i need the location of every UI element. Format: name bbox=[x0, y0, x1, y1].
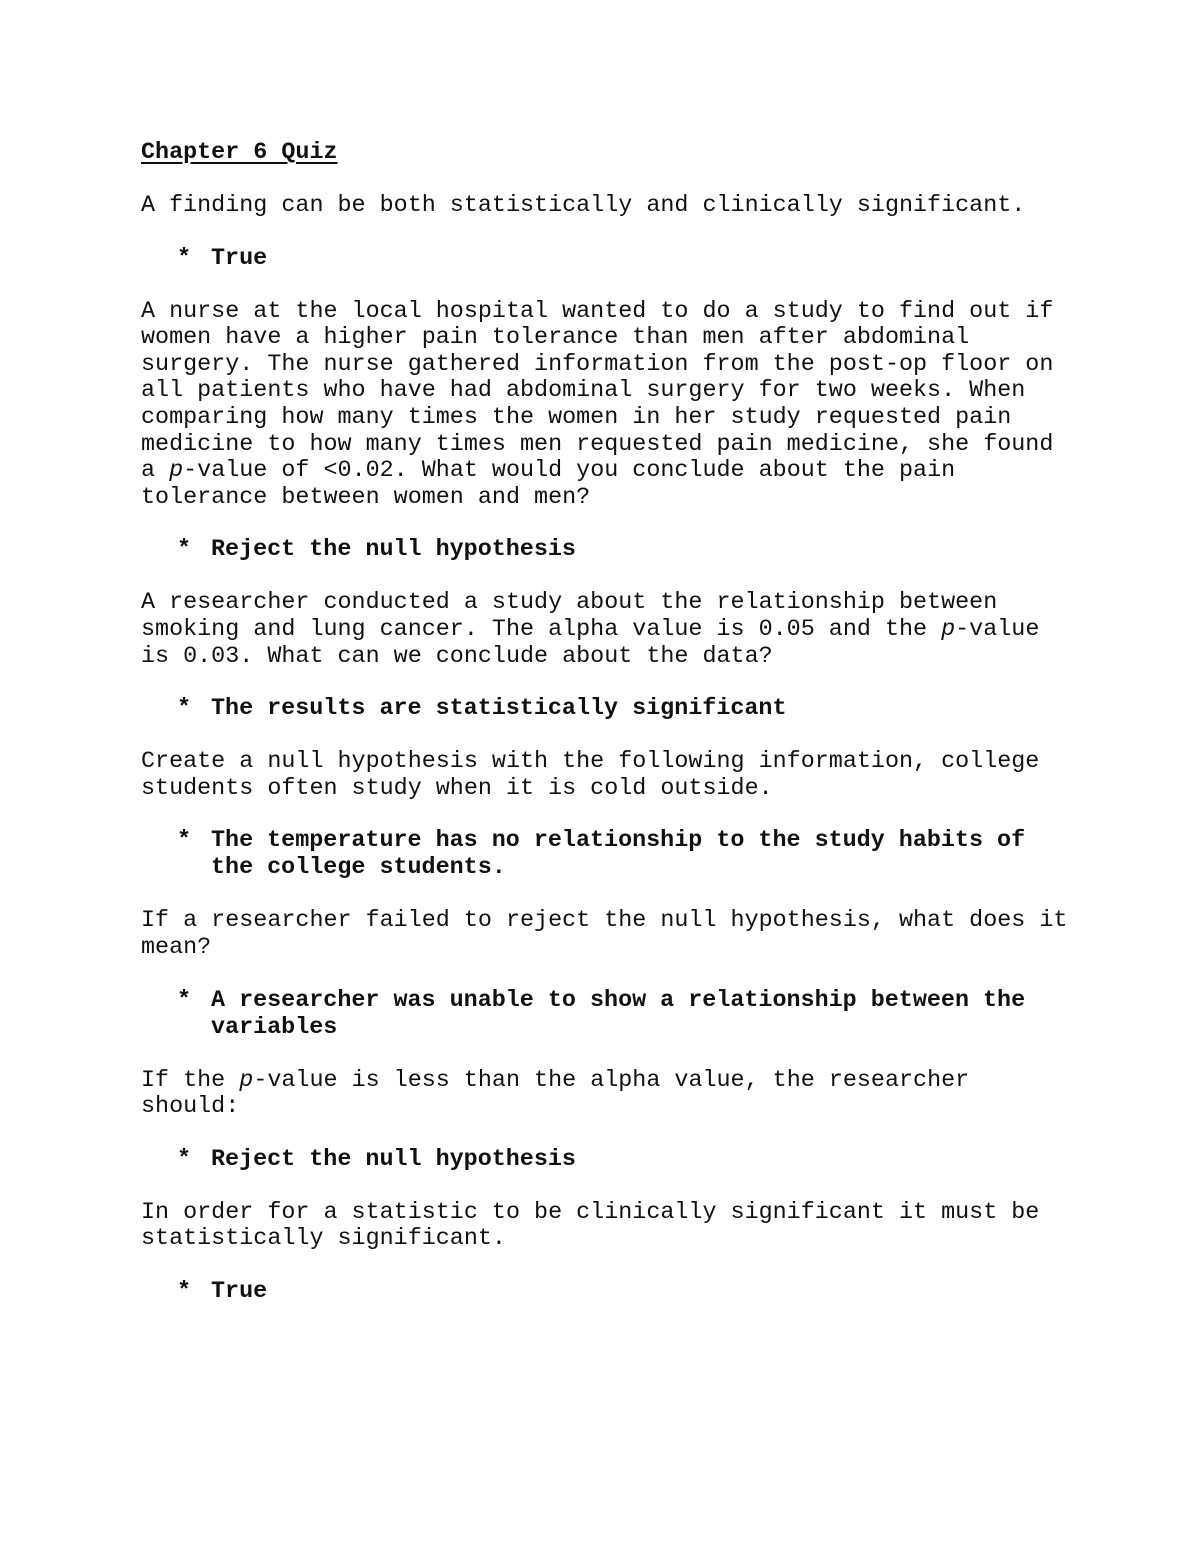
answer-1 bbox=[141, 246, 1081, 273]
question-6 bbox=[141, 1068, 1081, 1121]
question-4 bbox=[141, 749, 1081, 802]
answer-1-text: True bbox=[211, 245, 268, 272]
answer-4 bbox=[141, 828, 1081, 882]
bullet-marker: * bbox=[177, 696, 192, 723]
bullet-marker: * bbox=[177, 1278, 192, 1305]
question-7-text: In order for a statistic to be clinically significant it must be statistically significant. bbox=[141, 1199, 1040, 1253]
question-2-text-end: -value of <0.02. What would you conclude about the pain tolerance between women and men? bbox=[141, 458, 956, 511]
question-2 bbox=[141, 299, 1081, 512]
question-1-text: A finding can be both statistically and clinically significant. bbox=[141, 193, 1026, 219]
answer-5 bbox=[141, 988, 1081, 1042]
answer-7 bbox=[141, 1279, 1081, 1306]
answer-3-text: The results are statistically significant bbox=[211, 696, 787, 723]
page-title: Chapter 6 Quiz bbox=[141, 140, 338, 166]
question-6-text-start: If the bbox=[141, 1067, 240, 1094]
answer-6 bbox=[141, 1147, 1081, 1174]
question-4-text: Create a null hypothesis with the following information, college students often study when it is cold outside. bbox=[141, 749, 1040, 802]
bullet-marker: * bbox=[177, 987, 192, 1014]
question-1 bbox=[141, 193, 1081, 220]
answer-6-text: Reject the null hypothesis bbox=[211, 1146, 576, 1173]
question-5-text: If a researcher failed to reject the null hypothesis, what does it mean? bbox=[141, 908, 1068, 961]
answer-2 bbox=[141, 537, 1081, 564]
question-7 bbox=[141, 1200, 1081, 1253]
question-2-p-italic: p bbox=[169, 458, 184, 485]
answer-5-text: A researcher was unable to show a relationship between the variables bbox=[211, 987, 1026, 1041]
answer-7-text: True bbox=[211, 1278, 268, 1305]
answer-4-text: The temperature has no relationship to the study habits of the college students. bbox=[211, 828, 1026, 882]
quiz-page bbox=[141, 140, 1081, 1332]
question-2-text-start: A nurse at the local hospital wanted to do a study to find out if women have a higher pain tolerance than men after abdominal surgery. The nurse gathered information from the post-op floor on all patients who have had abdominal surgery for two weeks. When comparing how many times the women in her study requested pain medicine to how many times men requested pain medicine, she found a bbox=[141, 298, 1054, 485]
bullet-marker: * bbox=[177, 828, 192, 855]
question-6-p-italic: p bbox=[239, 1067, 254, 1094]
question-5 bbox=[141, 908, 1081, 961]
question-3-text-start: A researcher conducted a study about the relationship between smoking and lung cancer. The alpha value is 0.05 and the bbox=[141, 590, 998, 643]
question-6-text-end: -value is less than the alpha value, the researcher should: bbox=[141, 1067, 970, 1121]
bullet-marker: * bbox=[177, 537, 192, 564]
question-3 bbox=[141, 590, 1081, 670]
question-3-p-italic: p bbox=[941, 616, 956, 643]
bullet-marker: * bbox=[177, 245, 192, 272]
answer-3 bbox=[141, 696, 1081, 723]
question-3-text-end: -value is 0.03. What can we conclude about the data? bbox=[141, 616, 1040, 670]
answer-2-text: Reject the null hypothesis bbox=[211, 537, 576, 564]
bullet-marker: * bbox=[177, 1146, 192, 1173]
